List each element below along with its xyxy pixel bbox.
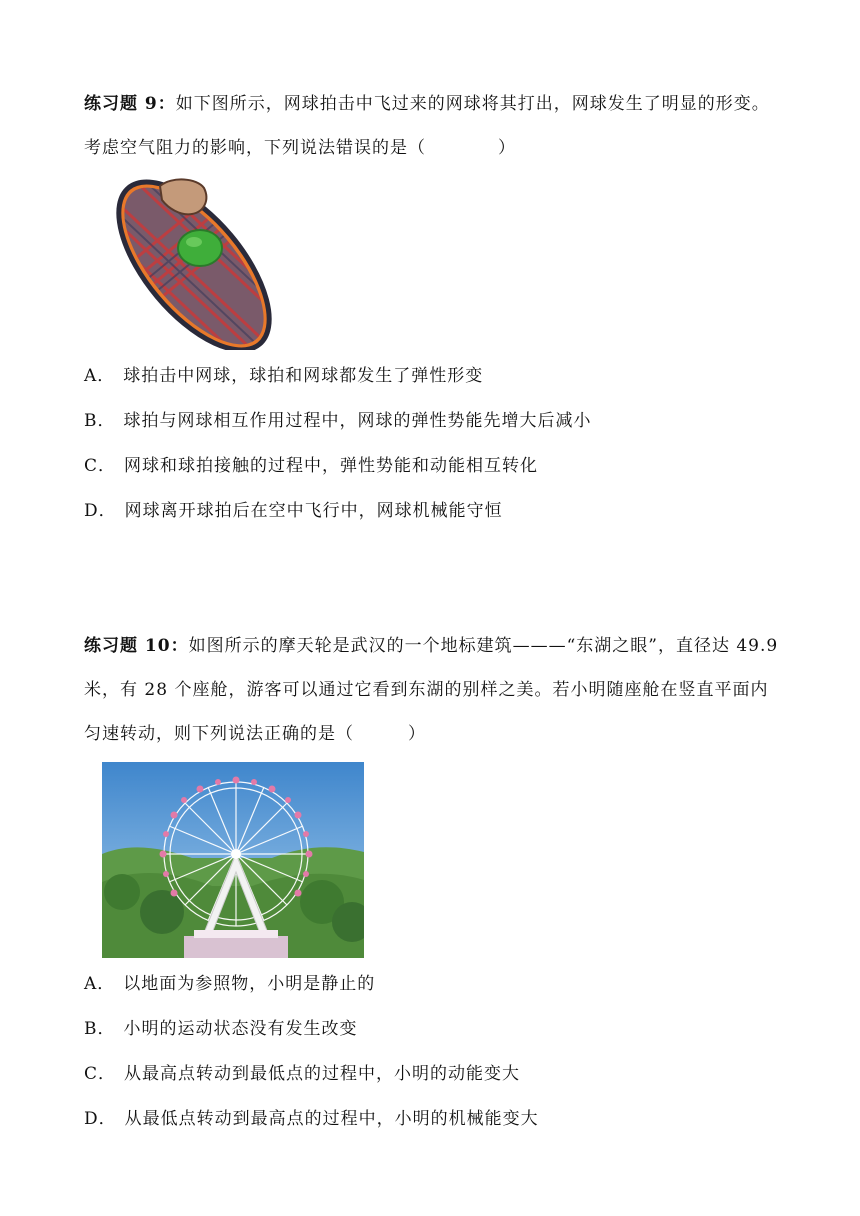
option-9b[interactable] <box>84 409 592 433</box>
option-text: 以地面为参照物，小明是静止的 <box>123 974 376 994</box>
option-text: 网球离开球拍后在空中飞行中，网球机械能守恒 <box>124 501 503 521</box>
option-10a[interactable] <box>84 972 375 996</box>
option-text: 球拍击中网球，球拍和网球都发生了弹性形变 <box>123 366 484 386</box>
ferris-wheel-photo <box>102 762 364 958</box>
option-text: 球拍与网球相互作用过程中，网球的弹性势能先增大后减小 <box>123 411 592 431</box>
option-letter: C． <box>84 456 117 476</box>
option-10c[interactable] <box>84 1062 520 1086</box>
option-letter: D． <box>84 501 117 521</box>
option-10d[interactable] <box>84 1107 539 1131</box>
question-9-text: 如下图所示，网球拍击中飞过来的网球将其打出，网球发生了明显的形变。考虑空气阻力的影响，下列说法错误的是（ ） <box>84 94 770 158</box>
tennis-racket-figure <box>112 178 282 350</box>
question-9-label: 练习题 9： <box>84 94 176 114</box>
option-9a[interactable] <box>84 364 483 388</box>
option-letter: A． <box>84 366 116 386</box>
option-letter: C． <box>84 1064 117 1084</box>
option-text: 从最低点转动到最高点的过程中，小明的机械能变大 <box>124 1109 539 1129</box>
option-letter: A． <box>84 974 116 994</box>
option-letter: B． <box>84 411 116 431</box>
option-text: 从最高点转动到最低点的过程中，小明的动能变大 <box>124 1064 521 1084</box>
option-9d[interactable] <box>84 499 503 523</box>
option-text: 网球和球拍接触的过程中，弹性势能和动能相互转化 <box>124 456 539 476</box>
option-letter: D． <box>84 1109 117 1129</box>
question-9 <box>84 82 784 170</box>
question-10-label: 练习题 10： <box>84 636 189 656</box>
option-text: 小明的运动状态没有发生改变 <box>123 1019 358 1039</box>
question-10-text: 如图所示的摩天轮是武汉的一个地标建筑———“东湖之眼”，直径达 49.9 米，有 28 个座舱，游客可以通过它看到东湖的别样之美。若小明随座舱在竖直平面内匀速转动，则下列说法正确的是（ ） <box>84 636 779 744</box>
question-10 <box>84 624 784 756</box>
option-9c[interactable] <box>84 454 538 478</box>
option-letter: B． <box>84 1019 116 1039</box>
option-10b[interactable] <box>84 1017 358 1041</box>
